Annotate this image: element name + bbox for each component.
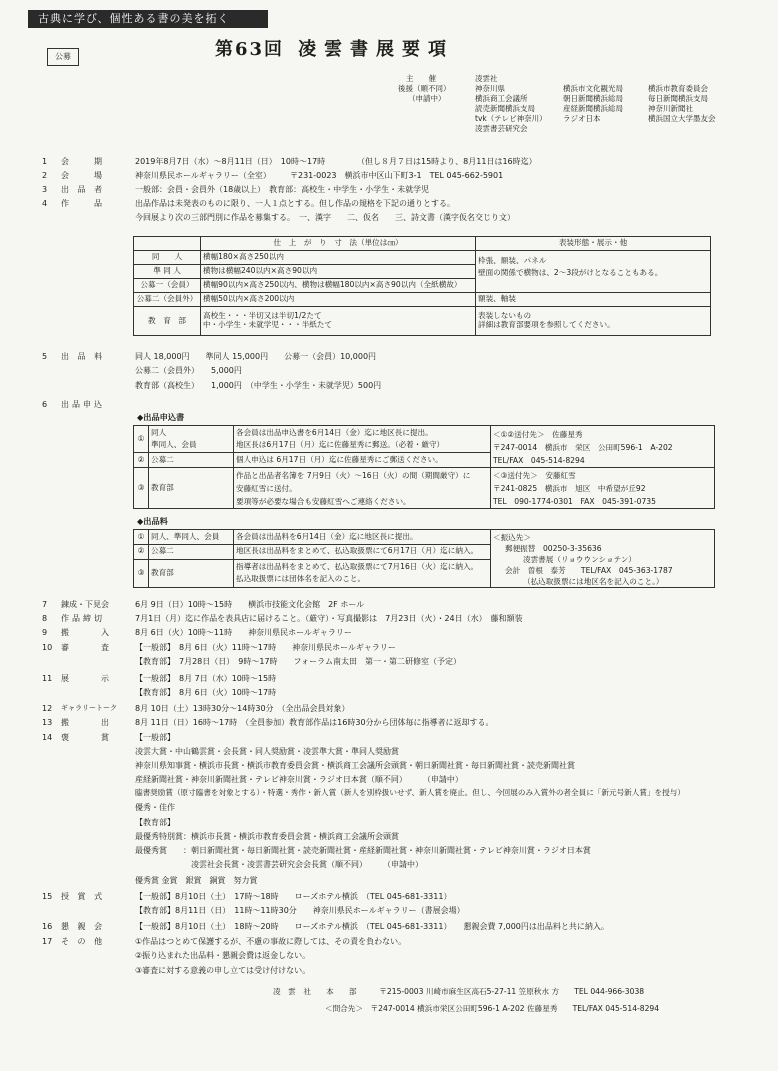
item-number: 3 (42, 185, 48, 194)
award-line: 最優秀賞 ：朝日新聞社賞・毎日新聞社賞・読売新聞社賞・産経新聞社賞・神奈川新聞社賞・テレビ神奈川賞・ラジオ日本賞 (135, 846, 591, 855)
item-number: 13 (42, 718, 53, 727)
item-text: 8月 11日（日）16時〜17時 （全員参加）教育部作品は16時30分から団体毎に指導者に返却する。 (135, 718, 494, 727)
koubo-badge: 公募 (47, 48, 79, 66)
size-table-other (476, 251, 711, 293)
item-label: 搬 入 (61, 628, 121, 637)
apply-category: 公募二 (149, 453, 234, 468)
apply-text: 個人申込は 6月17日（月）迄に佐藤星秀にご郵送ください。 (234, 453, 491, 468)
award-line: 臨書奨励賞（原寸臨書を対象とする）・特選・秀作・新人賞（新人を別枠扱いせず、新人賞を廃止。但し、今回展のみ入賞外の者全員に「新元号新人賞」を授与） (135, 788, 685, 797)
org-entry: 産経新聞横浜総局 (563, 104, 623, 113)
fee-text: 各会員は出品料を6月14日（金）迄に地区長に提出。 (234, 530, 491, 545)
item-number: 1 (42, 157, 48, 166)
item-number: 16 (42, 922, 53, 931)
apply-table (133, 425, 715, 509)
item-label: 出 品 者 (61, 185, 106, 194)
size-table-size: 横物は横幅240以内×高さ90以内 (201, 265, 476, 279)
org-entry: 神奈川県 (475, 84, 505, 93)
title-number: 第63回 (215, 39, 285, 60)
item-text: 6月 9日（日）10時〜15時 横浜市技能文化会館 2F ホール (135, 600, 365, 609)
size-table-category: 同 人 (134, 251, 201, 265)
item-number: 2 (42, 171, 48, 180)
org-entry: 読売新聞横浜支局 (475, 104, 535, 113)
org-entry: ラジオ日本 (563, 114, 601, 123)
fee-category: 公募二 (149, 544, 234, 559)
award-line: 凌雲社会長賞・凌雲書芸研究会会長賞（順不同） （申請中） (135, 860, 423, 869)
fee-text-line: 払込取扱票には団体名を記入のこと。 (236, 574, 366, 584)
apply-text-line: 作品と出品者名簿を 7月9日（火）〜16日（火）の間（期間厳守）に (236, 470, 471, 480)
page-title (215, 40, 454, 61)
size-table-other-line: 詳細は教育部要項を参照してください。 (478, 320, 615, 329)
item-number: 9 (42, 628, 48, 637)
award-line: 産経新聞社賞・神奈川新聞社賞・テレビ神奈川賞・ラジオ日本賞（順不同） （申請中） (135, 775, 463, 784)
size-table-size (201, 307, 476, 336)
furikomi-line: 郵便振替 00250-3-35636 (505, 544, 602, 553)
award-line: 最優秀特別賞：横浜市長賞・横浜市教育委員会賞・横浜商工会議所会頭賞 (135, 832, 399, 841)
org-entry: 横浜国立大学墨友会 (648, 114, 716, 123)
item-address: 〒231-0023 横浜市中区山下町3-1 TEL 045-662-5901 (290, 171, 504, 180)
item-number: 15 (42, 892, 53, 901)
item-label: 出品申込 (61, 400, 105, 409)
award-line: 神奈川県知事賞・横浜市長賞・横浜市教育委員会賞・横浜商工会議所会頭賞・朝日新聞社賞・毎日新聞社賞・読売新聞社賞 (135, 761, 575, 770)
item-number: 5 (42, 352, 48, 361)
item-label: 懇 親 会 (61, 922, 106, 931)
fee-text: 地区長は出品料をまとめて、払込取扱票にて6月17日（月）迄に納入。 (234, 544, 491, 559)
item-text: 【教育部】8月11日（日） 11時〜11時30分 神奈川県民ホールギャラリー（書展会場） (135, 906, 465, 915)
apply-category-line: 準同人、会員 (151, 440, 197, 449)
item-text: 【教育部】 8月 6日（火）10時〜17時 (135, 688, 277, 697)
org-roles (398, 74, 451, 104)
org-col1 (475, 74, 547, 134)
size-table (133, 236, 711, 336)
org-role: 主 催 (406, 74, 436, 83)
org-entry: 横浜商工会議所 (475, 94, 528, 103)
org-role: （申請中） (408, 94, 446, 103)
size-table-other-line: 表装しないもの (478, 311, 532, 321)
apply-dest-line: ＜①②送付先＞ 佐藤星秀 (493, 430, 583, 439)
apply-dest-line: 〒247-0014 横浜市 栄区 公田町596-1 A-202 (493, 443, 673, 452)
item-label: 錬成・下見会 (61, 600, 109, 609)
apply-category: 教育部 (149, 468, 234, 509)
award-line: 優秀・佳作 (135, 803, 175, 812)
size-table-category: 教 育 部 (134, 307, 201, 336)
size-table-size: 横幅90以内×高さ250以内、横物は横幅180以内×高さ90以内（全紙横故） (201, 279, 476, 293)
footer-hq: 凌 雲 社 本 部 〒215-0003 川崎市麻生区高石5-27-11 笠原秋水 方 TEL 044-966-3038 (273, 987, 645, 996)
apply-mark: ① (134, 426, 149, 453)
item-text: 7月1日（月）迄に作品を表具店に届けること。（厳守）・写真撮影は 7月23日（火）・24日（水） 藤和額装 (135, 614, 523, 623)
item-number: 17 (42, 937, 53, 946)
org-col3 (648, 84, 716, 124)
apply-text (234, 426, 491, 453)
item-number: 11 (42, 674, 53, 683)
fee-mark: ② (134, 544, 149, 559)
item-text: 公募二（会員外） 5,000円 (135, 366, 242, 375)
apply-destination-1 (491, 426, 715, 468)
org-role: 後援（順不同） (398, 84, 451, 93)
item-label: 展 示 (61, 674, 121, 683)
item-label: 審 査 (61, 643, 121, 652)
furikomi-line: （払込取扱票には地区名を記入のこと。） (523, 577, 664, 586)
apply-text-line: 安藤紅雪に送付。 (236, 483, 297, 493)
award-line: 【教育部】 (135, 818, 175, 827)
size-table-size: 横幅180×高さ250以内 (201, 251, 476, 265)
item-text: 【一般部】 8月 7日（水）10時〜15時 (135, 674, 277, 683)
item-text: ①作品はつとめて保護するが、不慮の事故に際しては、その責を負わない。 (135, 937, 407, 946)
item-text: ③審査に対する意義の申し立ては受け付けない。 (135, 966, 311, 975)
furikomi-line: ＜振込先＞ (493, 533, 531, 542)
item-text: 【一般部】8月10日（土） 17時〜18時 ローズホテル横浜 （TEL 045-681-3311） (135, 892, 452, 901)
item-text: 一般部：会員・会員外（18歳以上） 教育部：高校生・中学生・小学生・未就学児 (135, 185, 430, 194)
footer-contact: ＜問合先＞ 〒247-0014 横浜市栄区公田町596-1 A-202 佐藤星秀 TEL/FAX 045-514-8294 (325, 1004, 660, 1013)
furikomi-line: 会計 曽根 泰芳 TEL/FAX 045-363-1787 (505, 566, 673, 575)
size-table-category: 公募一（会員） (134, 279, 201, 293)
item-label: 会 場 (61, 171, 105, 180)
award-line: 【一般部】 (135, 733, 175, 742)
banner: 古典に学び、個性ある書の美を拓く (28, 10, 268, 28)
apply-category (149, 426, 234, 453)
size-table-other (476, 307, 711, 336)
apply-mark: ③ (134, 468, 149, 509)
apply-dest-line: TEL 090-1774-0301 FAX 045-391-0735 (493, 496, 656, 506)
size-table-header: 表装形態・展示・他 (476, 237, 711, 251)
size-table-category: 準 同 人 (134, 265, 201, 279)
size-table-size-line: 高校生・・・半切又は半切1/2たて (203, 311, 322, 321)
item-label: 褒 賞 (61, 733, 121, 742)
item-text: 出品作品は未発表のものに限り、一人１点とする。但し作品の規格を下記の通りとする。 (135, 199, 455, 208)
item-text: 8月 6日（火）10時〜11時 神奈川県民ホールギャラリー (135, 628, 352, 637)
award-line: 優秀賞 金賞 銀賞 銅賞 努力賞 (135, 876, 258, 885)
org-entry: 凌雲社 (475, 74, 498, 83)
item-label: 作 品 (61, 199, 105, 208)
fee-category: 同人、準同人、会員 (149, 530, 234, 545)
item-number: 12 (42, 704, 53, 713)
item-note: （但し８月７日は15時より、8月11日は16時迄） (357, 157, 537, 166)
org-entry: 横浜市教育委員会 (648, 84, 708, 93)
item-text: 【教育部】 7月28日（日） 9時〜17時 フォーラム南太田 第一・第二研修室（予定） (135, 657, 462, 666)
apply-dest-line: TEL/FAX 045-514-8294 (493, 456, 585, 465)
item-text: 神奈川県民ホールギャラリー（全室） (135, 171, 271, 180)
furikomi-box (491, 530, 715, 588)
item-label: 会 期 (61, 157, 105, 166)
org-entry: 朝日新聞横浜総局 (563, 94, 623, 103)
item-text: ②振り込まれた出品料・懇親会費は返金しない。 (135, 951, 311, 960)
title-name: 凌雲書展要項 (298, 39, 455, 60)
apply-text-line: 地区長は6月17日（月）迄に佐藤星秀に郵送。（必着・厳守） (236, 440, 445, 449)
fee-mark: ③ (134, 559, 149, 588)
item-text: 同人 18,000円 準同人 15,000円 公募一（会員）10,000円 (135, 352, 377, 361)
fee-mark: ① (134, 530, 149, 545)
org-entry: tvk（テレビ神奈川） (475, 114, 547, 123)
fee-heading: ◆出品料 (137, 516, 168, 526)
item-text: 教育部（高校生） 1,000円 （中学生・小学生・未就学児）500円 (135, 381, 382, 390)
org-entry: 毎日新聞横浜支局 (648, 94, 708, 103)
item-number: 7 (42, 600, 48, 609)
size-table-category: 公募二（会員外） (134, 293, 201, 307)
item-number: 4 (42, 199, 48, 208)
furikomi-line: 凌雲書展（リョウウンショテン） (523, 555, 636, 564)
award-line: 凌雲大賞・中山鶴雲賞・会長賞・同人奨励賞・凌雲準大賞・準同人奨励賞 (135, 747, 399, 756)
item-number: 10 (42, 643, 53, 652)
size-table-size: 横幅50以内×高さ200以内 (201, 293, 476, 307)
item-text: 【一般部】8月10日（土） 18時〜20時 ローズホテル横浜 （TEL 045-681-3311） 懇親会費 7,000円は出品料と共に納入。 (135, 922, 609, 931)
apply-dest-line: ＜③送付先＞ 安藤紅雪 (493, 470, 576, 480)
size-table-header: 仕 上 が り 寸 法（単位は㎝） (201, 237, 476, 251)
apply-text-line: 要項等が必要な場合も安藤紅雪へご連絡ください。 (236, 496, 411, 506)
item-label: 搬 出 (61, 718, 121, 727)
size-table-other: 額装、軸装 (476, 293, 711, 307)
size-table-other-line: 壁面の関係で横物は、2〜3段がけとなることもある。 (478, 268, 663, 277)
apply-form-heading: ◆出品申込書 (137, 412, 185, 422)
item-label: そ の 他 (61, 937, 106, 946)
apply-text-line: 各会員は出品申込書を6月14日（金）迄に地区長に提出。 (236, 428, 433, 437)
org-entry: 神奈川新聞社 (648, 104, 693, 113)
item-label: 出 品 料 (61, 352, 106, 361)
item-label: ギャラリートーク (61, 704, 117, 712)
apply-dest-line: 〒241-0825 横浜市 旭区 中希望が丘92 (493, 483, 646, 493)
size-table-size-line: 中・小学生・未就学児・・・半紙たて (203, 320, 333, 329)
fee-text-line: 指導者は出品料をまとめて、払込取扱票にて7月16日（火）迄に納入。 (236, 562, 479, 572)
fee-text (234, 559, 491, 588)
item-number: 6 (42, 400, 48, 409)
org-entry: 凌雲書芸研究会 (475, 124, 528, 133)
item-text: 8月 10日（土）13時30分〜14時30分 （全出品会員対象） (135, 704, 350, 713)
item-number: 8 (42, 614, 48, 623)
fee-table (133, 529, 715, 588)
item-text: 今回展より次の三部門別に作品を募集する。 一、漢字 二、仮名 三、詩文書（漢字仮名交じり文） (135, 213, 515, 222)
size-table-other-line: 枠張、額装、パネル (478, 256, 547, 265)
apply-mark: ② (134, 453, 149, 468)
apply-category-line: 同人 (151, 428, 167, 437)
item-label: 授 賞 式 (61, 892, 106, 901)
item-label: 作品締切 (61, 614, 105, 623)
fee-category: 教育部 (149, 559, 234, 588)
item-text: 2019年8月7日（水）〜8月11日（日） 10時〜17時 (135, 157, 326, 166)
item-text: 【一般部】 8月 6日（火）11時〜17時 神奈川県民ホールギャラリー (135, 643, 396, 652)
org-col2 (563, 84, 623, 124)
apply-destination-3 (491, 468, 715, 509)
apply-text (234, 468, 491, 509)
org-entry: 横浜市文化観光局 (563, 84, 623, 93)
item-number: 14 (42, 733, 53, 742)
